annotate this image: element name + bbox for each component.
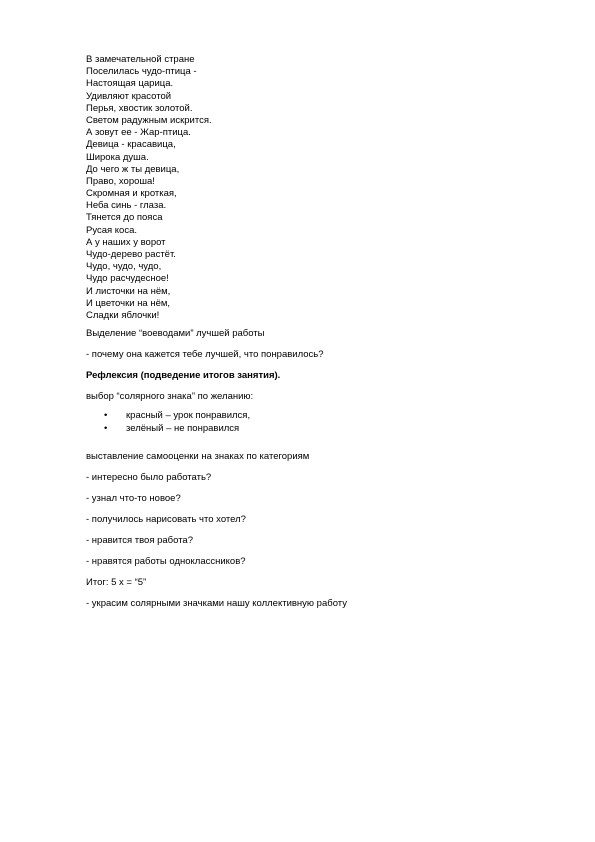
question-own-work: - нравится твоя работа? xyxy=(86,535,194,547)
solar-choice-paragraph: выбор “солярного знака” по желанию: xyxy=(86,391,254,403)
reflection-heading: Рефлексия (подведение итогов занятия). xyxy=(86,370,281,382)
bullet-icon: • xyxy=(104,423,108,435)
poem-line: В замечательной стране xyxy=(86,54,195,65)
poem-line: Широка душа. xyxy=(86,151,149,163)
question-drawn: - получилось нарисовать что хотел? xyxy=(86,514,246,526)
self-assessment-paragraph: выставление самооценки на знаках по категориям xyxy=(86,451,310,463)
list-item-text: зелёный – не понравился xyxy=(126,423,240,435)
poem-line: Тянется до пояса xyxy=(86,212,163,224)
poem-line: Сладки яблочки! xyxy=(86,309,160,321)
poem-line: И листочки на нём, xyxy=(86,285,171,297)
poem-line: Скромная и кроткая, xyxy=(86,188,177,200)
highlight-best-paragraph: Выделение “воеводами” лучшей работы xyxy=(86,328,265,340)
color-choice-list xyxy=(86,409,556,435)
poem-line: И цветочки на нём, xyxy=(86,297,171,309)
poem-line: Настоящая царица. xyxy=(86,78,174,90)
document-page xyxy=(86,54,556,610)
poem-line: До чего ж ты девица, xyxy=(86,163,180,175)
poem-line: Чудо-дерево растёт. xyxy=(86,249,176,260)
poem-line: Удивляют красотой xyxy=(86,90,172,102)
poem-line: Светом радужным искрится. xyxy=(86,114,212,126)
poem-line: Чудо расчудесное! xyxy=(86,273,169,285)
poem-line: Поселилась чудо-птица - xyxy=(86,66,197,78)
question-classmates-work: - нравятся работы одноклассников? xyxy=(86,556,246,568)
poem-line: Девица - красавица, xyxy=(86,139,176,151)
poem-line: А у наших у ворот xyxy=(86,236,166,248)
poem-line: Неба синь - глаза. xyxy=(86,200,167,212)
question-new: - узнал что-то новое? xyxy=(86,493,181,505)
poem-line: Чудо, чудо, чудо, xyxy=(86,261,162,273)
poem-line: А зовут ее - Жар-птица. xyxy=(86,127,191,139)
list-item xyxy=(104,422,556,435)
list-item-text: красный – урок понравился, xyxy=(126,410,251,422)
poem-line: Перья, хвостик золотой. xyxy=(86,102,193,114)
final-line: - украсим солярными значками нашу коллективную работу xyxy=(86,598,347,610)
why-best-question: - почему она кажется тебе лучшей, что понравилось? xyxy=(86,349,324,361)
question-interesting: - интересно было работать? xyxy=(86,472,212,484)
poem xyxy=(86,54,556,322)
poem-line: Право, хороша! xyxy=(86,175,155,187)
poem-line: Русая коса. xyxy=(86,224,138,236)
bullet-icon: • xyxy=(104,410,108,422)
list-item xyxy=(104,409,556,422)
result-line: Итог: 5 х = “5” xyxy=(86,577,147,589)
